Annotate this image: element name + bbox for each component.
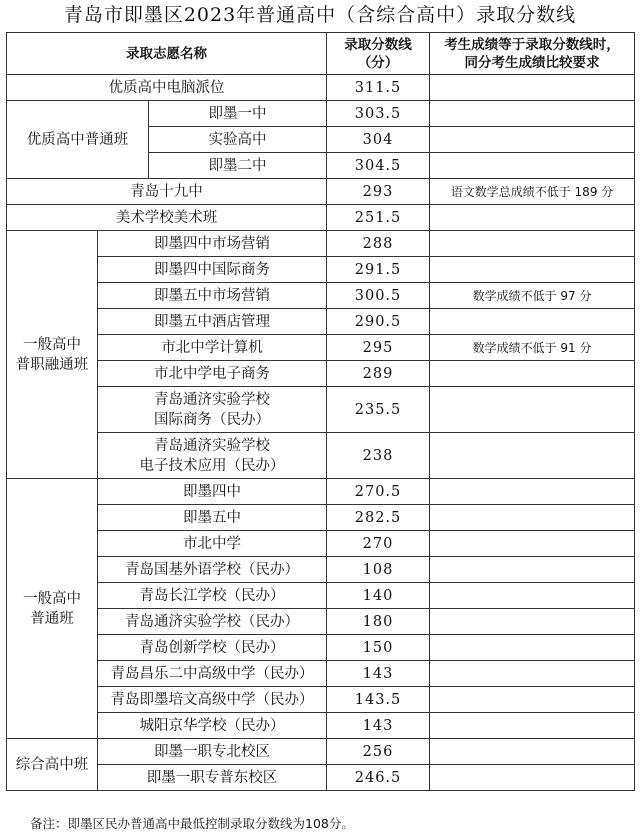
requirement [430, 505, 635, 531]
score-value: 293 [327, 179, 430, 205]
requirement [430, 387, 635, 433]
score-value: 300.5 [327, 283, 430, 309]
page-title: 青岛市即墨区2023年普通高中（含综合高中）录取分数线 [63, 4, 577, 26]
requirement [430, 101, 635, 127]
score-table [6, 32, 635, 791]
score-value: 303.5 [327, 101, 430, 127]
requirement [430, 231, 635, 257]
school-name-line1: 青岛通济实验学校 [154, 437, 270, 454]
school-name: 即墨五中市场营销 [98, 283, 327, 309]
score-value: 304 [327, 127, 430, 153]
table-row [7, 505, 635, 531]
table-row [7, 583, 635, 609]
table-row [7, 479, 635, 505]
requirement [430, 153, 635, 179]
score-value: 251.5 [327, 205, 430, 231]
requirement [430, 713, 635, 739]
score-value: 291.5 [327, 257, 430, 283]
requirement [430, 557, 635, 583]
table-row [7, 257, 635, 283]
table-row [7, 609, 635, 635]
requirement [430, 765, 635, 791]
header-req-line1: 考生成绩等于录取分数线时， [444, 36, 620, 53]
group-label-line1: 一般高中 [23, 336, 81, 353]
school-name: 即墨四中 [98, 479, 327, 505]
score-value: 108 [327, 557, 430, 583]
header-score-line1: 录取分数线 [344, 36, 412, 53]
requirement [430, 609, 635, 635]
table-row [7, 75, 635, 101]
school-name: 即墨一职专普东校区 [98, 765, 327, 791]
school-name: 青岛长江学校（民办） [98, 583, 327, 609]
score-value: 288 [327, 231, 430, 257]
header-score-line2: （分） [357, 54, 399, 71]
school-name: 美术学校美术班 [7, 205, 327, 231]
requirement [430, 205, 635, 231]
school-name-line2: 国际商务（民办） [154, 411, 270, 428]
requirement [430, 433, 635, 479]
score-value: 289 [327, 361, 430, 387]
school-name-line1: 青岛通济实验学校 [154, 391, 270, 408]
school-name: 城阳京华学校（民办） [98, 713, 327, 739]
table-row [7, 739, 635, 765]
school-name: 即墨一中 [149, 101, 327, 127]
score-value: 150 [327, 635, 430, 661]
school-name: 青岛国基外语学校（民办） [98, 557, 327, 583]
requirement [430, 479, 635, 505]
school-name: 青岛十九中 [7, 179, 327, 205]
table-row [7, 101, 635, 127]
score-value: 295 [327, 335, 430, 361]
requirement [430, 257, 635, 283]
school-name: 市北中学 [98, 531, 327, 557]
table-row [7, 433, 635, 479]
group-label-line2: 普职融通班 [15, 356, 89, 373]
score-value: 290.5 [327, 309, 430, 335]
requirement: 数学成绩不低于 97 分 [430, 283, 635, 309]
school-name: 实验高中 [149, 127, 327, 153]
score-value: 311.5 [327, 75, 430, 101]
footnote: 备注：即墨区民办普通高中最低控制录取分数线为108分。 [30, 816, 354, 831]
school-name: 青岛即墨培文高级中学（民办） [98, 687, 327, 713]
requirement [430, 687, 635, 713]
school-name: 优质高中电脑派位 [7, 75, 327, 101]
requirement: 数学成绩不低于 91 分 [430, 335, 635, 361]
table-header-row [7, 33, 635, 75]
table-row [7, 635, 635, 661]
group-label-line2: 普通班 [30, 610, 74, 627]
school-name: 市北中学计算机 [98, 335, 327, 361]
requirement [430, 739, 635, 765]
school-name [98, 433, 327, 479]
school-name: 青岛昌乐二中高级中学（民办） [98, 661, 327, 687]
school-name: 市北中学电子商务 [98, 361, 327, 387]
school-name [98, 387, 327, 433]
score-value: 180 [327, 609, 430, 635]
table-row [7, 387, 635, 433]
score-value: 238 [327, 433, 430, 479]
requirement [430, 309, 635, 335]
table-row [7, 361, 635, 387]
school-name: 即墨二中 [149, 153, 327, 179]
score-value: 246.5 [327, 765, 430, 791]
table-row [7, 309, 635, 335]
school-name: 即墨五中酒店管理 [98, 309, 327, 335]
table-row [7, 557, 635, 583]
requirement [430, 75, 635, 101]
table-row [7, 231, 635, 257]
score-value: 143 [327, 661, 430, 687]
table-row [7, 687, 635, 713]
requirement [430, 583, 635, 609]
requirement [430, 661, 635, 687]
table-row [7, 205, 635, 231]
requirement [430, 531, 635, 557]
school-name: 青岛通济实验学校（民办） [98, 609, 327, 635]
table-row [7, 283, 635, 309]
score-value: 256 [327, 739, 430, 765]
table-row [7, 179, 635, 205]
score-value: 140 [327, 583, 430, 609]
table-row [7, 531, 635, 557]
requirement [430, 361, 635, 387]
table-row [7, 765, 635, 791]
score-value: 143 [327, 713, 430, 739]
requirement [430, 635, 635, 661]
school-name: 青岛创新学校（民办） [98, 635, 327, 661]
school-name: 即墨四中市场营销 [98, 231, 327, 257]
score-value: 304.5 [327, 153, 430, 179]
group-label: 综合高中班 [7, 739, 98, 791]
score-value: 270.5 [327, 479, 430, 505]
table-row [7, 661, 635, 687]
requirement: 语文数学总成绩不低于 189 分 [430, 179, 635, 205]
school-name: 即墨四中国际商务 [98, 257, 327, 283]
group-label [7, 231, 98, 479]
score-value: 270 [327, 531, 430, 557]
score-value: 282.5 [327, 505, 430, 531]
table-row [7, 335, 635, 361]
group-label [7, 479, 98, 739]
group-label: 优质高中普通班 [7, 101, 149, 179]
school-name: 即墨五中 [98, 505, 327, 531]
score-value: 235.5 [327, 387, 430, 433]
school-name-line2: 电子技术应用（民办） [139, 457, 285, 474]
table-row [7, 713, 635, 739]
requirement [430, 127, 635, 153]
score-value: 143.5 [327, 687, 430, 713]
school-name: 即墨一职专北校区 [98, 739, 327, 765]
header-requirement [430, 33, 635, 75]
header-req-line2: 同分考生成绩比较要求 [464, 54, 600, 71]
header-score [327, 33, 430, 75]
header-name: 录取志愿名称 [7, 33, 327, 75]
group-label-line1: 一般高中 [23, 590, 81, 607]
